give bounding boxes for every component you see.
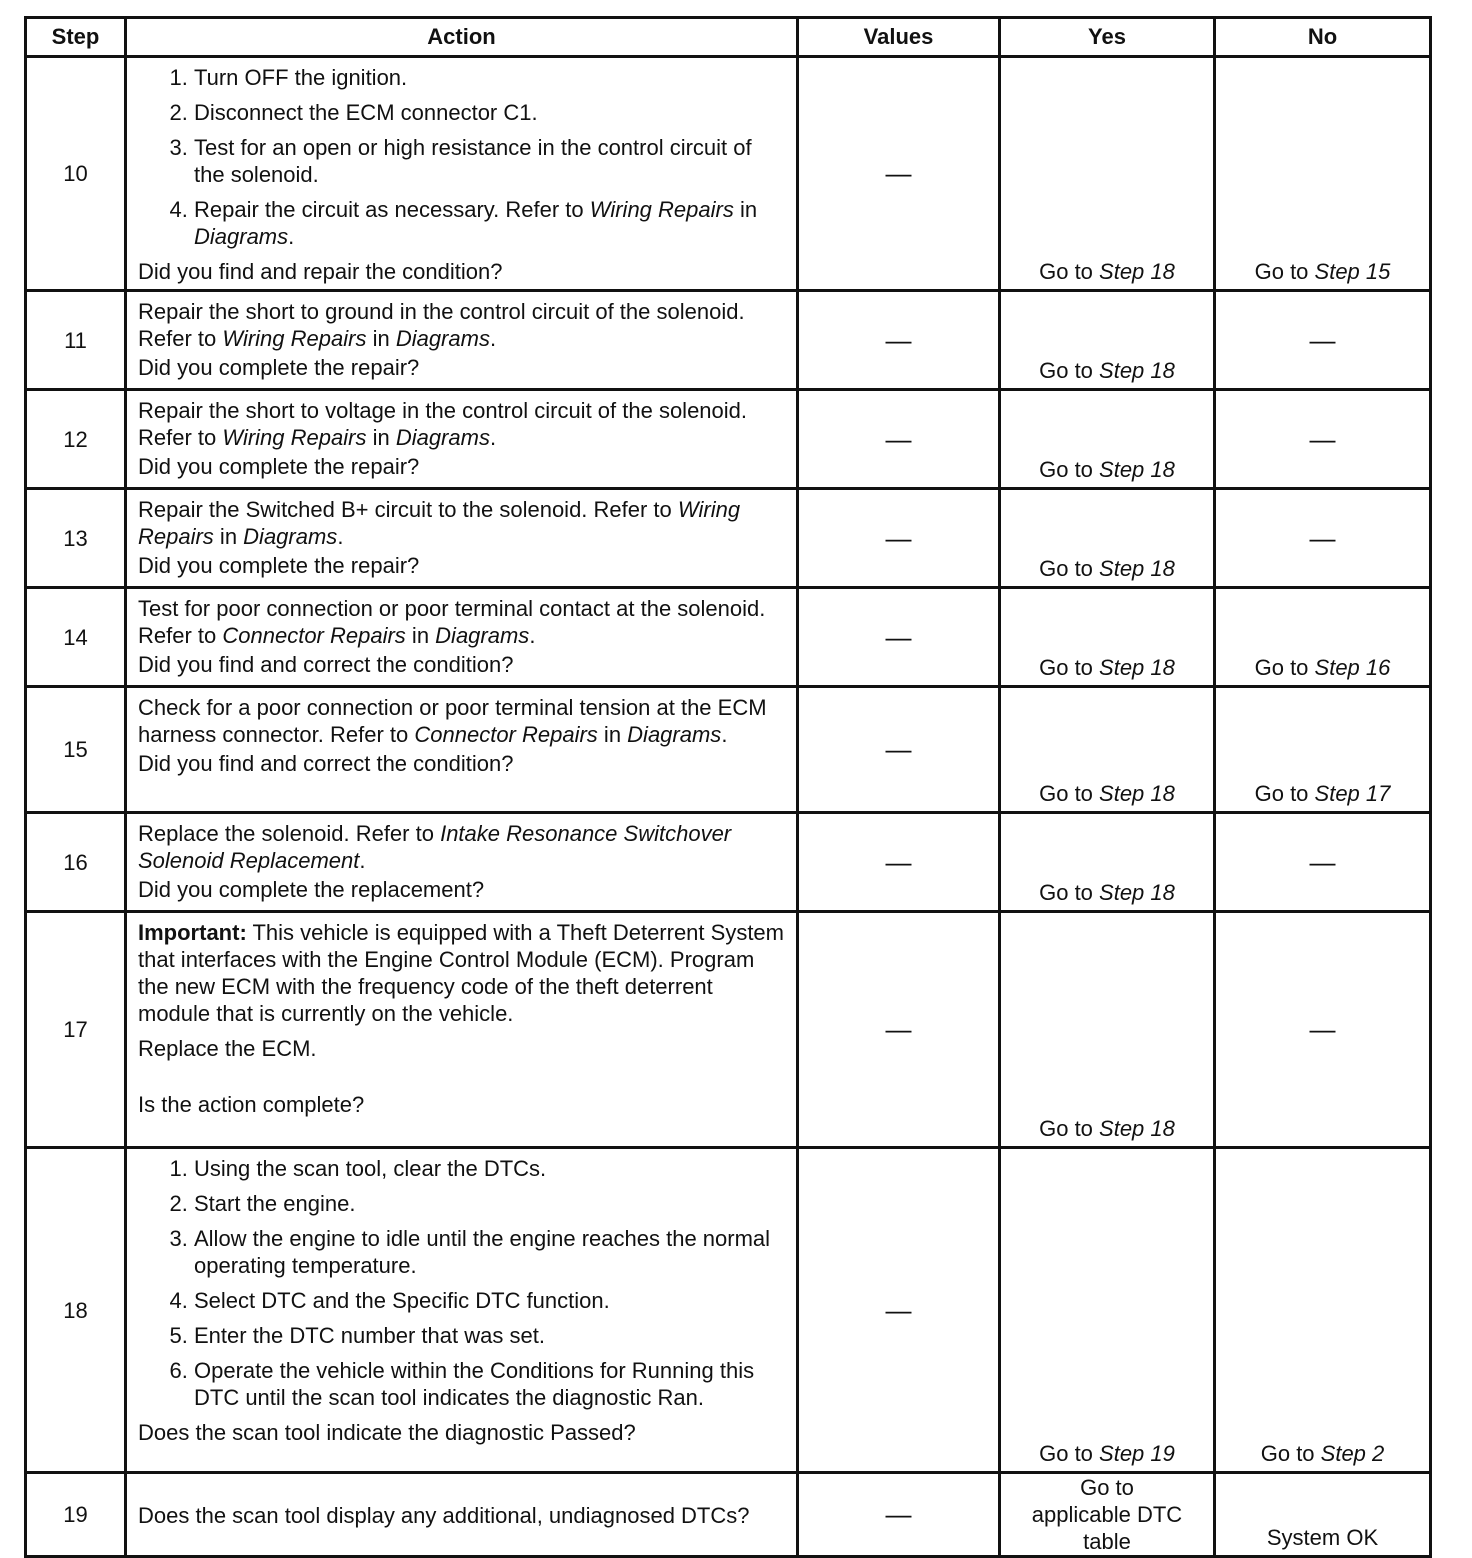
question-text: Did you find and correct the condition? bbox=[138, 652, 514, 677]
header-values: Values bbox=[798, 18, 1000, 57]
action-text: Replace the ECM. bbox=[138, 1036, 317, 1061]
action-text: Repair the Switched B+ circuit to the solenoid. Refer to Wiring Repairs in Diagrams. bbox=[138, 497, 741, 549]
action-cell bbox=[126, 912, 798, 1148]
table-row bbox=[26, 291, 1431, 390]
step-number: 15 bbox=[26, 687, 126, 813]
table-row bbox=[26, 912, 1431, 1148]
action-cell bbox=[126, 1148, 798, 1473]
reference-link: Diagrams bbox=[243, 524, 338, 549]
diagnostic-table bbox=[24, 16, 1429, 1558]
list-item: 3. Allow the engine to idle until the engine reaches the normal operating temperature. bbox=[194, 1225, 786, 1279]
no-cell: — bbox=[1215, 813, 1431, 912]
step-number: 18 bbox=[26, 1148, 126, 1473]
header-row bbox=[26, 18, 1431, 57]
table-row bbox=[26, 390, 1431, 489]
important-note: Important: This vehicle is equipped with a Theft Deterrent System that interfaces with the Engine Control Module (ECM). Program the new ECM with the frequency code of the theft deterrent module that is currently on the vehicle. bbox=[138, 920, 784, 1026]
table-row bbox=[26, 57, 1431, 291]
yes-cell: Go to Step 18 bbox=[1000, 687, 1215, 813]
step-reference: Step 18 bbox=[1099, 556, 1175, 581]
reference-link: Connector Repairs bbox=[222, 623, 406, 648]
question-text: Did you find and correct the condition? bbox=[138, 751, 514, 776]
values-cell: — bbox=[798, 813, 1000, 912]
values-cell: — bbox=[798, 57, 1000, 291]
reference-link: Connector Repairs bbox=[414, 722, 598, 747]
values-cell: — bbox=[798, 291, 1000, 390]
values-cell: — bbox=[798, 1473, 1000, 1557]
step-reference: Step 15 bbox=[1314, 259, 1391, 284]
reference-link: Diagrams bbox=[627, 722, 722, 747]
list-item: 4. Repair the circuit as necessary. Refer to Wiring Repairs in Diagrams. bbox=[194, 196, 786, 250]
step-reference: Step 19 bbox=[1099, 1441, 1175, 1466]
yes-cell: Go to Step 19 bbox=[1000, 1148, 1215, 1473]
table-row bbox=[26, 1148, 1431, 1473]
reference-link: Diagrams bbox=[435, 623, 530, 648]
yes-cell: Go to Step 18 bbox=[1000, 588, 1215, 687]
reference-link: Wiring Repairs bbox=[138, 497, 741, 549]
action-list bbox=[138, 64, 786, 250]
no-cell: Go to Step 16 bbox=[1215, 588, 1431, 687]
step-number: 14 bbox=[26, 588, 126, 687]
question-text: Did you complete the replacement? bbox=[138, 877, 485, 902]
list-item: 4. Select DTC and the Specific DTC function. bbox=[194, 1287, 786, 1314]
question-text: Is the action complete? bbox=[138, 1092, 365, 1117]
table-row bbox=[26, 489, 1431, 588]
yes-cell: Go to Step 18 bbox=[1000, 813, 1215, 912]
no-cell: — bbox=[1215, 489, 1431, 588]
action-text: Repair the short to ground in the control circuit of the solenoid. Refer to Wiring Repairs in Diagrams. bbox=[138, 299, 745, 351]
important-label: Important: bbox=[138, 920, 247, 945]
question-text: Did you complete the repair? bbox=[138, 454, 420, 479]
step-number: 19 bbox=[26, 1473, 126, 1557]
yes-cell: Go to applicable DTC table bbox=[1000, 1473, 1215, 1557]
list-item: 6. Operate the vehicle within the Conditions for Running this DTC until the scan tool indicates the diagnostic Ran. bbox=[194, 1357, 786, 1411]
step-number: 17 bbox=[26, 912, 126, 1148]
header-step: Step bbox=[26, 18, 126, 57]
yes-cell: Go to Step 18 bbox=[1000, 291, 1215, 390]
list-item: 3. Test for an open or high resistance in the control circuit of the solenoid. bbox=[194, 134, 786, 188]
yes-cell: Go to Step 18 bbox=[1000, 390, 1215, 489]
table-row bbox=[26, 1473, 1431, 1557]
reference-link: Wiring Repairs bbox=[222, 425, 367, 450]
no-cell: Go to Step 15 bbox=[1215, 57, 1431, 291]
list-item: 1. Turn OFF the ignition. bbox=[194, 64, 786, 91]
step-reference: Step 18 bbox=[1099, 457, 1175, 482]
step-reference: Step 17 bbox=[1314, 781, 1391, 806]
values-cell: — bbox=[798, 588, 1000, 687]
values-cell: — bbox=[798, 390, 1000, 489]
list-item: 1. Using the scan tool, clear the DTCs. bbox=[194, 1155, 786, 1182]
step-number: 10 bbox=[26, 57, 126, 291]
action-text: Replace the solenoid. Refer to Intake Resonance Switchover Solenoid Replacement. bbox=[138, 821, 732, 873]
action-cell bbox=[126, 1473, 798, 1557]
step-reference: Step 18 bbox=[1099, 655, 1175, 680]
step-number: 13 bbox=[26, 489, 126, 588]
reference-link: Intake Resonance Switchover Solenoid Replacement bbox=[138, 821, 732, 873]
step-reference: Step 18 bbox=[1099, 880, 1175, 905]
action-text: Repair the short to voltage in the control circuit of the solenoid. Refer to Wiring Repairs in Diagrams. bbox=[138, 398, 748, 450]
action-cell bbox=[126, 588, 798, 687]
reference-link: Diagrams bbox=[395, 326, 490, 351]
step-reference: Step 18 bbox=[1099, 358, 1175, 383]
no-cell: Go to Step 2 bbox=[1215, 1148, 1431, 1473]
values-cell: — bbox=[798, 1148, 1000, 1473]
header-action: Action bbox=[126, 18, 798, 57]
yes-cell: Go to Step 18 bbox=[1000, 57, 1215, 291]
step-reference: Step 18 bbox=[1099, 781, 1175, 806]
list-item: 2. Start the engine. bbox=[194, 1190, 786, 1217]
no-cell: — bbox=[1215, 291, 1431, 390]
no-cell: — bbox=[1215, 912, 1431, 1148]
reference-link: Wiring Repairs bbox=[589, 197, 734, 222]
step-number: 16 bbox=[26, 813, 126, 912]
no-cell: System OK bbox=[1215, 1473, 1431, 1557]
yes-cell: Go to Step 18 bbox=[1000, 489, 1215, 588]
action-cell bbox=[126, 390, 798, 489]
step-reference: Step 18 bbox=[1099, 259, 1175, 284]
action-cell bbox=[126, 813, 798, 912]
question-text: Did you complete the repair? bbox=[138, 553, 420, 578]
question-text: Does the scan tool indicate the diagnostic Passed? bbox=[138, 1420, 636, 1445]
action-text: Test for poor connection or poor terminal contact at the solenoid. Refer to Connector Repairs in Diagrams. bbox=[138, 596, 766, 648]
step-reference: Step 16 bbox=[1314, 655, 1391, 680]
action-cell bbox=[126, 687, 798, 813]
yes-cell: Go to Step 18 bbox=[1000, 912, 1215, 1148]
step-reference: Step 2 bbox=[1320, 1441, 1385, 1466]
header-no: No bbox=[1215, 18, 1431, 57]
action-cell bbox=[126, 489, 798, 588]
question-text: Did you complete the repair? bbox=[138, 355, 420, 380]
action-text: Check for a poor connection or poor terminal tension at the ECM harness connector. Refer to Connector Repairs in Diagrams. bbox=[138, 695, 767, 747]
action-list bbox=[138, 1155, 786, 1411]
question-text: Does the scan tool display any additional, undiagnosed DTCs? bbox=[138, 1503, 750, 1528]
step-number: 11 bbox=[26, 291, 126, 390]
step-reference: Step 18 bbox=[1099, 1116, 1175, 1141]
reference-link: Diagrams bbox=[395, 425, 490, 450]
values-cell: — bbox=[798, 489, 1000, 588]
step-number: 12 bbox=[26, 390, 126, 489]
values-cell: — bbox=[798, 687, 1000, 813]
table-row bbox=[26, 588, 1431, 687]
table-row bbox=[26, 813, 1431, 912]
table-row bbox=[26, 687, 1431, 813]
list-item: 2. Disconnect the ECM connector C1. bbox=[194, 99, 786, 126]
no-cell: — bbox=[1215, 390, 1431, 489]
values-cell: — bbox=[798, 912, 1000, 1148]
action-cell bbox=[126, 291, 798, 390]
action-cell bbox=[126, 57, 798, 291]
no-cell: Go to Step 17 bbox=[1215, 687, 1431, 813]
reference-link: Wiring Repairs bbox=[222, 326, 367, 351]
reference-link: Diagrams bbox=[194, 224, 289, 249]
list-item: 5. Enter the DTC number that was set. bbox=[194, 1322, 786, 1349]
question-text: Did you find and repair the condition? bbox=[138, 259, 503, 284]
header-yes: Yes bbox=[1000, 18, 1215, 57]
